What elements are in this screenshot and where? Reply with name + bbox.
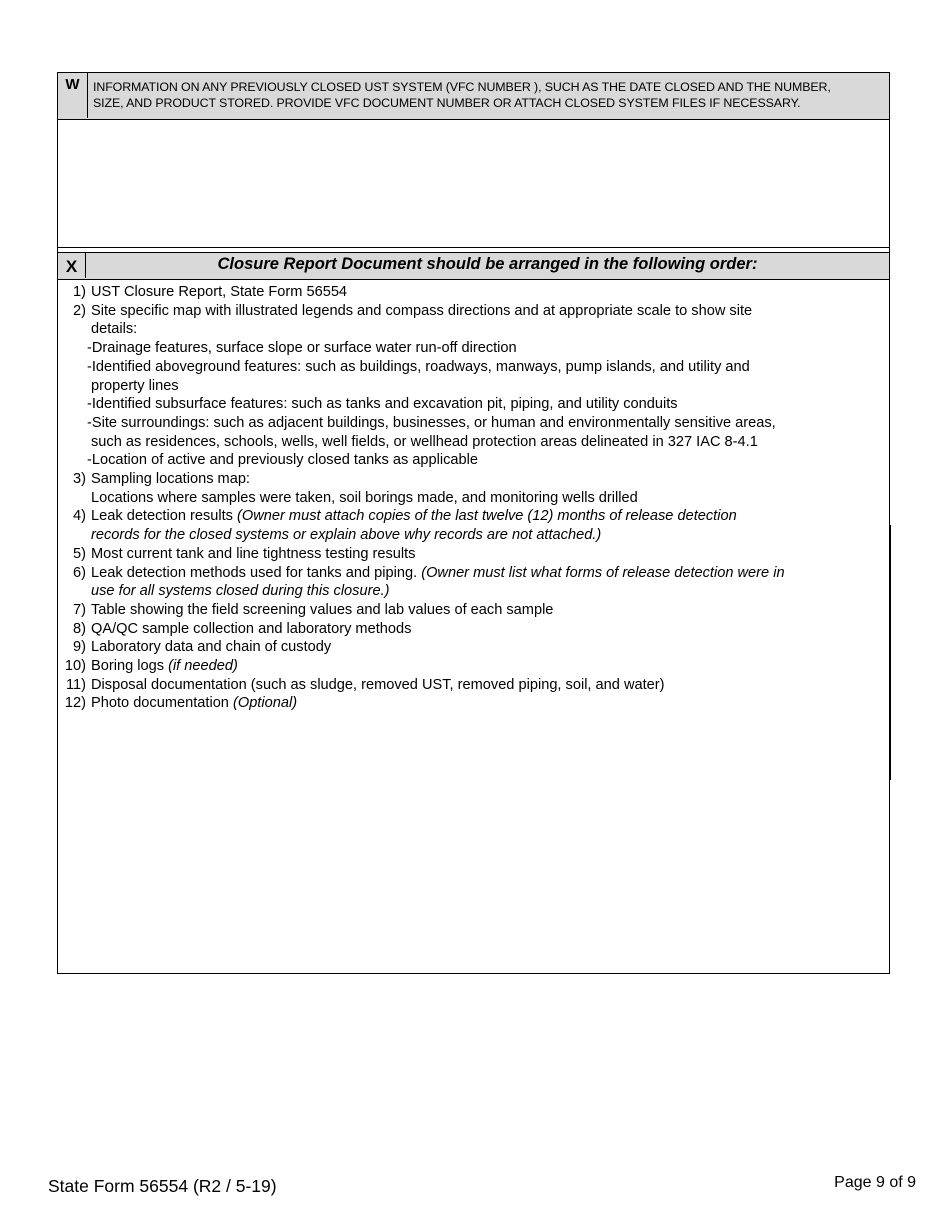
- section-x-title: Closure Report Document should be arranged in the following order:: [217, 255, 758, 273]
- list-item-text: Disposal documentation (such as sludge, removed UST, removed piping, soil, and water): [91, 676, 665, 693]
- section-w-letter: W: [58, 73, 88, 118]
- list-item-text: UST Closure Report, State Form 56554: [91, 284, 348, 300]
- list-item-note: (Owner must attach copies of the last twelve (12) months of release detection: [237, 508, 737, 525]
- list-item-text: Table showing the field screening values and lab values of each sample: [91, 601, 554, 618]
- list-item-note: (Owner must list what forms of release detection were in: [421, 564, 785, 581]
- list-subitem-cont: such as residences, schools, wells, well fields, or wellhead protection areas delineated in 327 IAC 8-4.1: [91, 433, 758, 450]
- list-item: [58, 676, 889, 695]
- section-w-line-2: SIZE, AND PRODUCT STORED. PROVIDE VFC DOCUMENT NUMBER OR ATTACH CLOSED SYSTEM FILES IF NECESSARY.: [93, 96, 801, 110]
- list-item-note-cont: records for the closed systems or explain above why records are not attached.): [91, 527, 602, 544]
- list-item-note-cont: use for all systems closed during this closure.): [91, 583, 390, 600]
- list-item-number: 1): [73, 284, 86, 300]
- list-item-number: 3): [73, 471, 86, 488]
- section-w-instructions: [93, 79, 883, 111]
- list-item-text: Sampling locations map:: [91, 471, 250, 488]
- list-item-text: Site specific map with illustrated legends and compass directions and at appropriate scale to show site: [91, 302, 753, 319]
- list-item-number: 2): [73, 302, 86, 319]
- list-item: [58, 302, 889, 339]
- list-item-text: Leak detection methods used for tanks and piping.: [91, 564, 422, 581]
- list-item-text: Most current tank and line tightness testing results: [91, 545, 416, 562]
- list-item: [58, 470, 889, 507]
- list-item-text: QA/QC sample collection and laboratory methods: [91, 620, 412, 637]
- list-item-text: Photo documentation: [91, 695, 233, 712]
- list-item-number: 5): [73, 545, 86, 562]
- list-item-number: 12): [64, 695, 86, 712]
- list-subitem: -Identified aboveground features: such as buildings, roadways, manways, pump islands, and utility and: [87, 358, 750, 375]
- list-item-number: 10): [64, 658, 86, 675]
- list-item-number: 4): [73, 508, 86, 525]
- list-item-number: 11): [65, 676, 86, 693]
- list-item-text-cont: details:: [91, 321, 138, 338]
- section-w-line-1: INFORMATION ON ANY PREVIOUSLY CLOSED UST SYSTEM (VFC NUMBER ), SUCH AS THE DATE CLOSED AND THE NUMBER,: [93, 80, 831, 94]
- list-item-text-cont: Locations where samples were taken, soil borings made, and monitoring wells drilled: [91, 489, 638, 506]
- list-item: [58, 620, 889, 639]
- list-item-text: Boring logs: [91, 658, 169, 675]
- list-subitem: -Drainage features, surface slope or surface water run-off direction: [87, 340, 517, 357]
- list-item: [58, 694, 889, 713]
- form-frame: [57, 72, 890, 974]
- list-item: [58, 601, 889, 620]
- list-item-number: 8): [73, 620, 86, 637]
- list-item-text: Laboratory data and chain of custody: [91, 639, 332, 656]
- list-item: [58, 638, 889, 657]
- list-item: [58, 545, 889, 564]
- list-item: [58, 507, 889, 544]
- closure-report-order-list: [58, 283, 889, 713]
- list-subitem-cont: property lines: [91, 377, 179, 394]
- list-item-text: Leak detection results: [91, 508, 238, 525]
- list-item: [58, 564, 889, 601]
- list-subitem: -Identified subsurface features: such as tanks and excavation pit, piping, and utility conduits: [87, 396, 678, 413]
- list-item: [58, 283, 889, 302]
- section-w-response-field[interactable]: [58, 120, 889, 248]
- section-x-header: [58, 252, 889, 280]
- list-item-number: 7): [73, 601, 86, 618]
- list-item-note: (if needed): [168, 658, 238, 675]
- list-item-number: 6): [73, 564, 86, 581]
- list-subitem: -Site surroundings: such as adjacent buildings, businesses, or human and environmentally sensitive areas,: [87, 414, 776, 431]
- list-subitem: -Location of active and previously closed tanks as applicable: [87, 452, 479, 469]
- section-w-header: [58, 73, 889, 120]
- form-number: State Form 56554 (R2 / 5-19): [48, 1176, 277, 1196]
- list-item-note: (Optional): [232, 695, 298, 712]
- page-number: Page 9 of 9: [834, 1174, 916, 1191]
- list-item-number: 9): [73, 639, 86, 656]
- right-border-line: [889, 525, 891, 780]
- section-x-letter: X: [58, 253, 86, 278]
- list-item: [58, 657, 889, 676]
